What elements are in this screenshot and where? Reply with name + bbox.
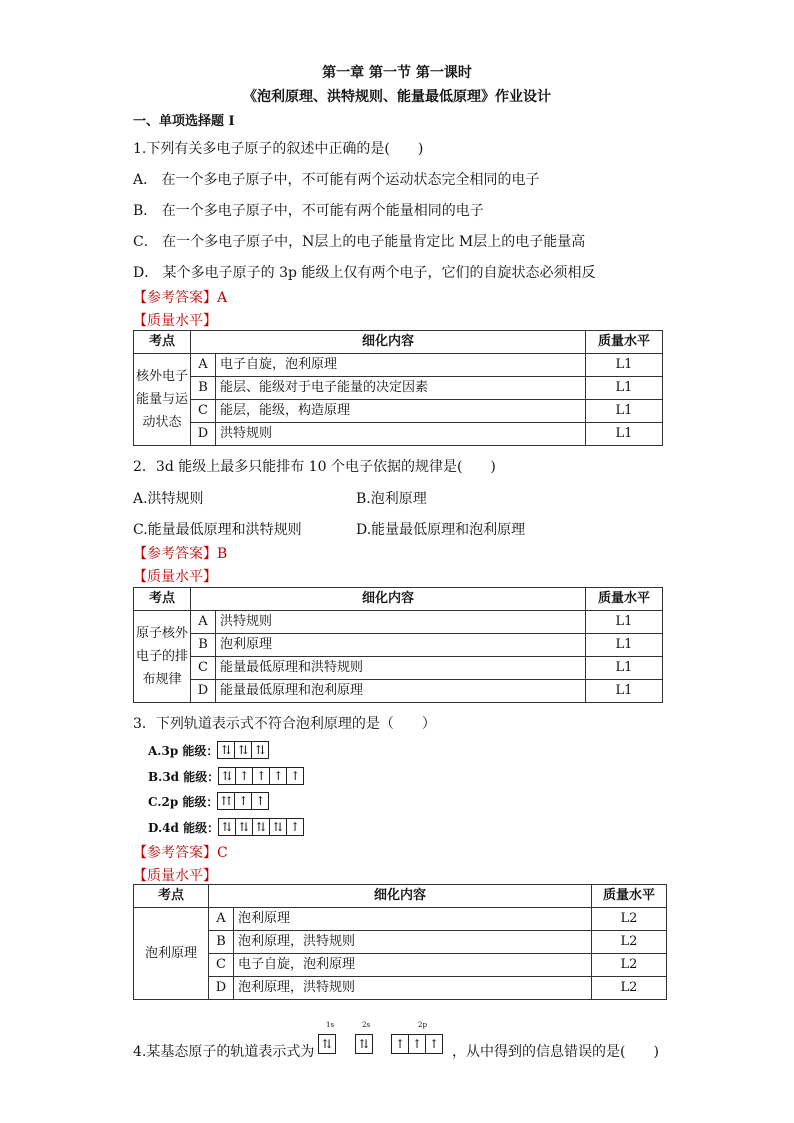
table-row — [134, 977, 667, 1000]
row-letter: A — [191, 354, 216, 377]
table-row — [134, 634, 663, 657]
row-letter: B — [191, 377, 216, 400]
q1-quality-table — [133, 330, 663, 446]
section-heading: 一、单项选择题 I — [133, 114, 235, 129]
q1-answer-line — [133, 287, 227, 307]
option-label: D.4d 能级： — [148, 820, 220, 835]
col-header-level: 质量水平 — [586, 588, 663, 611]
q1-stem: 1.下列有关多电子原子的叙述中正确的是( ) — [133, 141, 424, 157]
orbital-box: ⇅ — [218, 767, 236, 785]
q3-option-d — [148, 818, 304, 836]
q1-option-a: A． 在一个多电子原子中，不可能有两个运动状态完全相同的电子 — [133, 172, 540, 188]
row-detail: 电子自旋，泡利原理 — [216, 354, 586, 377]
q3-stem: 3．下列轨道表示式不符合泡利原理的是（ ） — [133, 716, 436, 732]
row-detail: 洪特规则 — [216, 423, 586, 446]
q1-answer: A — [217, 290, 228, 306]
orbital-label-2s: 2s — [362, 1021, 371, 1029]
row-detail: 电子自旋，泡利原理 — [234, 954, 592, 977]
q4-stem-end: ，从中得到的信息错误的是( ) — [452, 1044, 659, 1060]
q3-quality-table — [133, 884, 667, 1000]
col-header-kp: 考点 — [134, 588, 191, 611]
row-letter: C — [191, 657, 216, 680]
col-header-kp: 考点 — [134, 885, 209, 908]
orbital-box: ↑ — [269, 767, 287, 785]
table-row — [134, 931, 667, 954]
option-label: B.3d 能级： — [148, 769, 220, 784]
q2-option-c: C.能量最低原理和洪特规则 — [133, 522, 302, 538]
row-letter: C — [209, 954, 234, 977]
option-label: C.2p 能级： — [148, 794, 219, 809]
orbital-box: ⇅ — [217, 741, 235, 759]
knowledge-point: 核外电子能量与运动状态 — [134, 354, 191, 446]
knowledge-point: 原子核外电子的排布规律 — [134, 611, 191, 703]
q4-stem-start: 4.某基态原子的轨道表示式为 — [133, 1044, 315, 1060]
row-level: L2 — [592, 954, 667, 977]
row-letter: D — [209, 977, 234, 1000]
row-level: L1 — [586, 680, 663, 703]
table-row — [134, 954, 667, 977]
row-level: L1 — [586, 377, 663, 400]
row-detail: 泡利原理 — [234, 908, 592, 931]
table-row — [134, 377, 663, 400]
q3-level-tag: 【质量水平】 — [133, 868, 217, 884]
orbital-box: ↑ — [252, 767, 270, 785]
q2-option-a: A.洪特规则 — [133, 491, 204, 507]
option-label: A.3p 能级： — [148, 743, 219, 758]
orbital-box: ⇅ — [251, 741, 269, 759]
row-letter: B — [209, 931, 234, 954]
table-row — [134, 680, 663, 703]
row-level: L1 — [586, 634, 663, 657]
row-detail: 泡利原理 — [216, 634, 586, 657]
orbital-box: ↑ — [234, 792, 252, 810]
table-row — [134, 908, 667, 931]
answer-tag: 【参考答案】 — [133, 290, 217, 306]
row-detail: 能层，能级，构造原理 — [216, 400, 586, 423]
row-detail: 能量最低原理和泡利原理 — [216, 680, 586, 703]
q3-answer-line — [133, 842, 228, 862]
col-header-detail: 细化内容 — [209, 885, 592, 908]
row-letter: A — [191, 611, 216, 634]
row-letter: D — [191, 680, 216, 703]
worksheet-title: 《泡利原理、洪特规则、能量最低原理》作业设计 — [243, 89, 551, 105]
answer-tag: 【参考答案】 — [133, 546, 217, 562]
q1-option-d: D． 某个多电子原子的 3p 能级上仅有两个电子，它们的自旋状态必须相反 — [133, 265, 596, 281]
table-row — [134, 400, 663, 423]
q2-option-d: D.能量最低原理和泡利原理 — [356, 522, 526, 538]
row-letter: D — [191, 423, 216, 446]
q2-option-b: B.泡利原理 — [356, 491, 427, 507]
table-row — [134, 423, 663, 446]
row-detail: 能量最低原理和洪特规则 — [216, 657, 586, 680]
q3-option-a — [148, 741, 269, 759]
row-level: L2 — [592, 977, 667, 1000]
orbital-box: ↑ — [235, 767, 253, 785]
table-row — [134, 611, 663, 634]
q3-option-c — [148, 792, 269, 810]
orbital-box: ↑ — [408, 1034, 426, 1054]
orbital-box: ⇅ — [355, 1034, 373, 1054]
orbital-label-2p: 2p — [418, 1021, 427, 1029]
orbital-box: ⇅ — [252, 818, 270, 836]
q1-option-b: B． 在一个多电子原子中，不可能有两个能量相同的电子 — [133, 203, 484, 219]
q2-answer: B — [217, 546, 228, 562]
orbital-box: ↑ — [286, 818, 304, 836]
orbital-label-1s: 1s — [326, 1021, 335, 1029]
row-level: L1 — [586, 657, 663, 680]
orbital-box: ↑ — [251, 792, 269, 810]
row-detail: 泡利原理，洪特规则 — [234, 977, 592, 1000]
q3-answer: C — [217, 845, 228, 861]
col-header-detail: 细化内容 — [191, 588, 586, 611]
orbital-box: ⇈ — [217, 792, 235, 810]
q3-option-b — [148, 767, 304, 785]
col-header-level: 质量水平 — [592, 885, 667, 908]
orbital-box: ⇅ — [218, 818, 236, 836]
orbital-box: ⇅ — [318, 1034, 336, 1054]
orbital-box: ↑ — [425, 1034, 443, 1054]
orbital-box: ⇅ — [234, 741, 252, 759]
row-level: L1 — [586, 400, 663, 423]
row-letter: A — [209, 908, 234, 931]
answer-tag: 【参考答案】 — [133, 845, 217, 861]
table-row — [134, 354, 663, 377]
q2-answer-line — [133, 543, 227, 563]
q2-stem: 2．3d 能级上最多只能排布 10 个电子依据的规律是( ) — [133, 459, 496, 475]
row-letter: B — [191, 634, 216, 657]
row-level: L1 — [586, 354, 663, 377]
row-level: L1 — [586, 611, 663, 634]
col-header-kp: 考点 — [134, 331, 191, 354]
q4-orbital-1s — [318, 1034, 336, 1054]
knowledge-point: 泡利原理 — [134, 908, 209, 1000]
col-header-detail: 细化内容 — [191, 331, 586, 354]
row-detail: 泡利原理，洪特规则 — [234, 931, 592, 954]
orbital-box: ↑ — [391, 1034, 409, 1054]
chapter-title: 第一章 第一节 第一课时 — [322, 65, 472, 81]
row-detail: 洪特规则 — [216, 611, 586, 634]
q2-quality-table — [133, 587, 663, 703]
table-row — [134, 657, 663, 680]
orbital-box: ↑ — [286, 767, 304, 785]
row-level: L2 — [592, 908, 667, 931]
row-letter: C — [191, 400, 216, 423]
q1-option-c: C． 在一个多电子原子中，N层上的电子能量肯定比 M层上的电子能量高 — [133, 234, 586, 250]
q2-level-tag: 【质量水平】 — [133, 569, 217, 585]
q4-orbital-2p — [391, 1034, 443, 1054]
orbital-box: ⇅ — [235, 818, 253, 836]
q1-level-tag: 【质量水平】 — [133, 313, 217, 329]
col-header-level: 质量水平 — [586, 331, 663, 354]
row-detail: 能层、能级对于电子能量的决定因素 — [216, 377, 586, 400]
row-level: L1 — [586, 423, 663, 446]
q4-orbital-2s — [355, 1034, 373, 1054]
row-level: L2 — [592, 931, 667, 954]
orbital-box: ⇅ — [269, 818, 287, 836]
